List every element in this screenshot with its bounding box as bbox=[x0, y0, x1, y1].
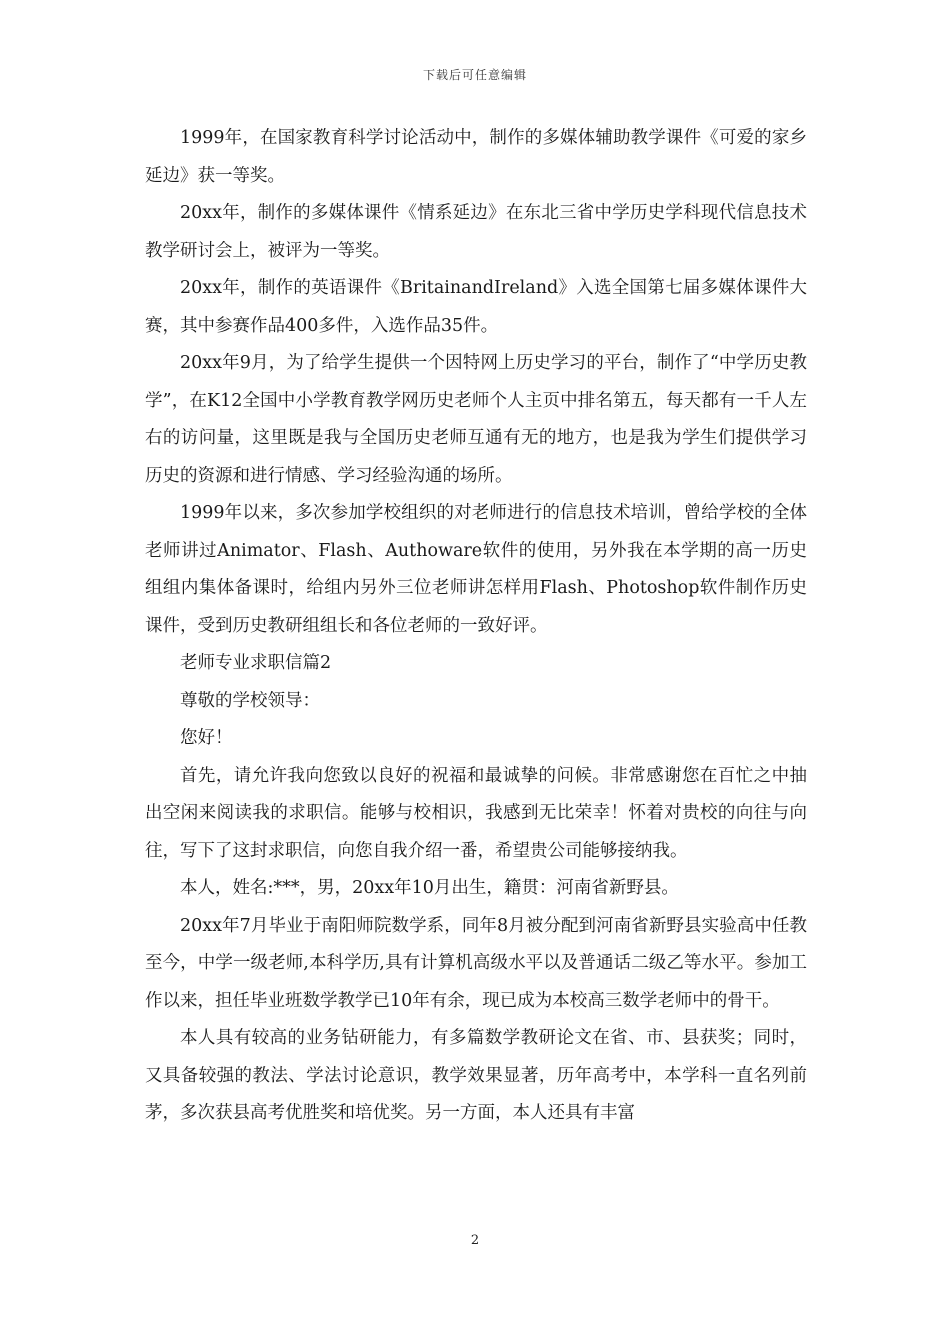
paragraph-it-training: 1999年以来，多次参加学校组织的对老师进行的信息技术培训，曾给学校的全体老师讲过Animator、Flash、Authoware软件的使用，另外我在本学期的高一历史组组内集体备课时，给组内另外三位老师讲怎样用Flash、Photoshop软件制作历史课件，受到历史教研组组长和各位老师的一致好评。 bbox=[145, 503, 807, 636]
section-title: 老师专业求职信篇2 bbox=[180, 653, 332, 673]
paragraph-education-career: 20xx年7月毕业于南阳师院数学系，同年8月被分配到河南省新野县实验高中任教至今，中学一级老师,本科学历,具有计算机高级水平以及普通话二级乙等水平。参加工作以来，担任毕业班数学教学已10年有余，现已成为本校高三数学老师中的骨干。 bbox=[145, 915, 807, 1011]
paragraph-award-english-courseware: 20xx年，制作的英语课件《BritainandIreland》入选全国第七届多媒体课件大赛，其中参赛作品400多件，入选作品35件。 bbox=[145, 278, 807, 336]
paragraph-research-ability: 本人具有较高的业务钻研能力，有多篇数学教研论文在省、市、县获奖；同时，又具备较强的教法、学法讨论意识，教学效果显著，历年高考中，本学科一直名列前茅，多次获县高考优胜奖和培优奖。另一方面，本人还具有丰富 bbox=[145, 1028, 807, 1123]
paragraph-personal-info: 本人，姓名:***，男，20xx年10月出生，籍贯：河南省新野县。 bbox=[180, 878, 679, 898]
paragraph-introduction: 首先，请允许我向您致以良好的祝福和最诚挚的问候。非常感谢您在百忙之中抽出空闲来阅读我的求职信。能够与校相识，我感到无比荣幸！怀着对贵校的向往与向往，写下了这封求职信，向您自我介绍一番，希望贵公司能够接纳我。 bbox=[145, 765, 807, 861]
page-header: 下载后可任意编辑 bbox=[422, 68, 527, 82]
page-number: 2 bbox=[470, 1233, 480, 1248]
paragraph-award-1999: 1999年，在国家教育科学讨论活动中，制作的多媒体辅助教学课件《可爱的家乡延边》获一等奖。 bbox=[145, 128, 807, 186]
greeting: 您好！ bbox=[180, 728, 233, 748]
paragraph-history-website: 20xx年9月，为了给学生提供一个因特网上历史学习的平台，制作了“中学历史教学”，在K12全国中小学教育教学网历史老师个人主页中排名第五，每天都有一千人左右的访问量，这里既是我与全国历史老师互通有无的地方，也是我为学生们提供学习历史的资源和进行情感、学习经验沟通的场所。 bbox=[145, 353, 807, 486]
salutation: 尊敬的学校领导： bbox=[180, 690, 320, 711]
paragraph-award-qingxi-yanbian: 20xx年，制作的多媒体课件《情系延边》在东北三省中学历史学科现代信息技术教学研讨会上，被评为一等奖。 bbox=[145, 203, 807, 261]
document-body bbox=[145, 120, 807, 1133]
